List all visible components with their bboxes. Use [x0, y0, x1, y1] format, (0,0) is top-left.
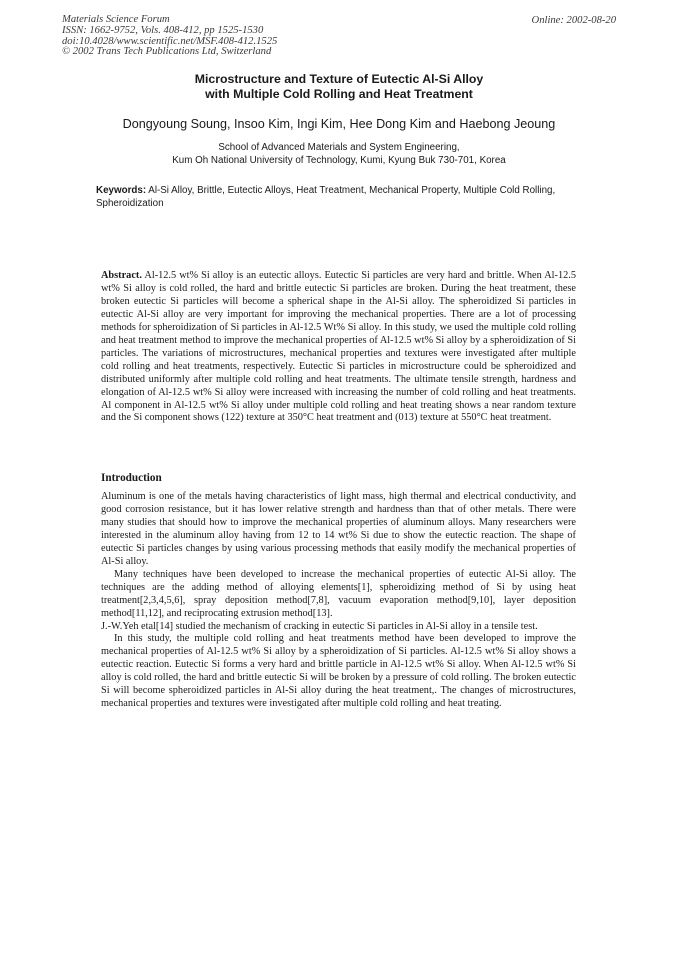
title-line-2: with Multiple Cold Rolling and Heat Treatment: [205, 87, 473, 101]
journal-name: Materials Science Forum: [62, 14, 170, 25]
affiliation-line-2: Kum Oh National University of Technology, Kumi, Kyung Buk 730-701, Korea: [172, 155, 506, 166]
intro-paragraph-3: J.-W.Yeh etal[14] studied the mechanism of cracking in eutectic Si particles in Al-Si alloy in a tensile test.: [101, 620, 538, 632]
intro-paragraph-4: In this study, the multiple cold rolling and heat treatments method have been developed to improve the mechanical properties of Al-12.5 wt% Si alloy by a spheroidization of Si particles. Al-12.5 wt% Si alloy shows a eutectic reaction. Eutectic Si forms a very hard and brittle particle in Al-12.5 wt% Si alloy. When Al-12.5 wt% Si alloy is cold rolled, the hard and brittle eutectic Si will be broken by a pressure of cold rolling. The broken eutectic Si will become spheroidized particles in Al-Si alloy during the heat treatment,. The changes of microstructures, mechanical properties and textures were investigated after multiple cold rolling and heat treating.: [101, 633, 576, 710]
introduction-heading: Introduction: [101, 472, 162, 484]
online-date: Online: 2002-08-20: [531, 15, 616, 26]
abstract-label: Abstract.: [101, 270, 142, 281]
publication-meta: [62, 15, 277, 58]
doi-line: doi:10.4028/www.scientific.net/MSF.408-412.1525: [62, 35, 278, 47]
intro-paragraph-2: Many techniques have been developed to increase the mechanical properties of eutectic Al-Si alloy. The techniques are the adding method of alloying elements[1], spheroidizing method of Si by using heat treatment[2,3,4,5,6], spray deposition method[7,8], vacuum evaporation method[9,10], layer deposition method[11,12], and reciprocating extrusion method[13].: [101, 568, 576, 619]
keywords-label: Keywords:: [96, 185, 147, 196]
abstract: [101, 270, 576, 425]
affiliation-line-1: School of Advanced Materials and System Engineering,: [218, 142, 460, 153]
paper-title: [100, 72, 578, 102]
intro-paragraph-1: Aluminum is one of the metals having characteristics of light mass, high thermal and electrical conductivity, and good corrosion resistance, but it has lower relative strength and hardness than that of other metals. There were many studies that should how to improve the mechanical properties of aluminum alloys. Many researchers were interested in the aluminum alloy having from 12 to 14 wt% Si due to show the eutectic reaction. The shape of eutectic Si particles changes by using various processing methods that easily modify the mechanical properties of Al-Si alloy.: [101, 491, 576, 567]
title-line-1: Microstructure and Texture of Eutectic Al-Si Alloy: [194, 72, 484, 86]
introduction-body: [101, 491, 576, 711]
keywords: [96, 184, 566, 210]
abstract-text: Al-12.5 wt% Si alloy is an eutectic alloys. Eutectic Si particles are very hard and brittle. When Al-12.5 wt% Si alloy is cold rolled, the hard and brittle eutectic Si particles are broken. During the heat treatment, these broken eutectic Si particles will become a spherical shape in the Al-Si alloy. The spheroidized Si particles in eutectic Al-Si alloy are very important for improving the mechanical properties. There are a lot of processing methods for spheroidization of Si particles in Al-12.5 Wt% Si alloy. In this study, we used the multiple cold rolling and heat treatment method to improve the mechanical properties of Al-12.5 wt% Si alloy by a spheroidization of Si particles. The variations of microstructures, mechanical properties and textures were investigated after multiple cold rolling and heat treatments, respectively. Eutectic Si particles in microstructure could be spheroidized and distributed uniformly after multiple cold rolling and heat treatments. The ultimate tensile strength, hardness and elongation of Al-12.5 wt% Si alloy were increased with increasing the number of cold rolling and heat treatments. Al component in Al-12.5 wt% Si alloy under multiple cold rolling and heat treating shows a near random texture and the Si component shows (122) texture at 350°C heat treatment and (013) texture at 550°C heat treatment.: [101, 270, 576, 424]
author-list: Dongyoung Soung, Insoo Kim, Ingi Kim, Hee Dong Kim and Haebong Jeoung: [122, 117, 556, 131]
copyright-line: © 2002 Trans Tech Publications Ltd, Switzerland: [62, 46, 272, 58]
keywords-text: Al-Si Alloy, Brittle, Eutectic Alloys, Heat Treatment, Mechanical Property, Multiple Cold Rolling, Spheroidization: [96, 185, 556, 209]
affiliation: [70, 141, 608, 167]
issn-line: ISSN: 1662-9752, Vols. 408-412, pp 1525-1530: [62, 24, 264, 36]
